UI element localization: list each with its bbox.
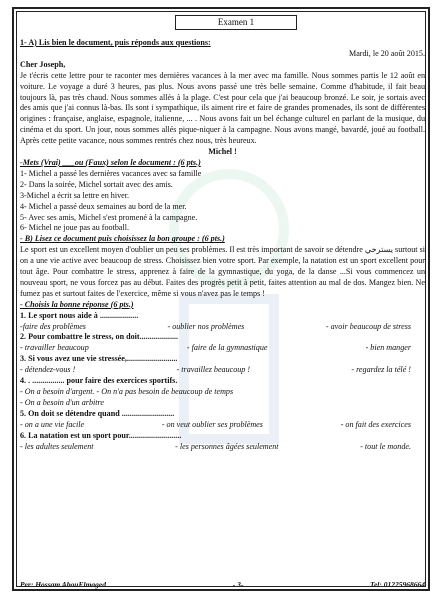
mcq-question [20, 431, 425, 453]
question-text: 2. Pour combattre le stress, on doit................... [20, 332, 179, 342]
letter-greeting: Cher Joseph, [20, 59, 66, 69]
option: - On a besoin d'argent. - On n'a pas besoin de beaucoup de temps [20, 387, 234, 396]
option: - détendez-vous ! [20, 365, 76, 375]
exam-content [20, 38, 425, 452]
option: - on veut oublier ses problèmes [161, 419, 263, 429]
footer-author: Per: Hossam AbouElmaged [20, 580, 106, 589]
options-row [20, 420, 425, 431]
option: - travailler beaucoup [20, 343, 89, 353]
options-row [20, 365, 425, 376]
true-false-heading: -Mets (Vrai) ___ou (Faux) selon le document : (6 pts.) [20, 157, 201, 167]
option: - avoir beaucoup de stress [325, 321, 411, 331]
exam-title: Examen 1 [175, 15, 297, 30]
option: -faire des problèmes [20, 321, 86, 331]
option: - oublier nos problèmes [167, 321, 245, 331]
list-item: 3-Michel a écrit sa lettre en hiver. [20, 190, 129, 200]
question-text: 1. Le sport nous aide à ................... [20, 310, 139, 320]
mcq-question [20, 332, 425, 354]
letter-body: Je t'écris cette lettre pour te raconter mes dernières vacances à la mer avec ma famille. Nous sommes partis le 12 août en voiture. Le voyage a duré 3 heures, pas plus. Nous avons passé une très belle semaine. Comme d'habitude, il fait beau toujours là, pas très chaud. Nous sommes allés à la plage. C'est pour cela que j'ai beaucoup bronzé. Le soir, je sortais avec des amis que j'ai connus là-bas. Ils sont i sympathique, ils aiment rire et faire de grandes promenades, ils sont de différentes origines : française, anglaise, espagnole, italienne, ... . Nous avons fait un bel échange culturel en parlant de la musique, du cinéma et du sport. Un jour, nous sommes allés pique-niquer à la campagne. Nous avons mangé, bavardé, joué au football. Après cette petite vacance, nous sommes rentrés chez nous, très heureux. [20, 70, 425, 146]
section1-heading: 1- A) Lis bien le document, puis réponds aux questions: [20, 38, 211, 47]
option: - les personnes âgées seulement [175, 441, 279, 451]
exam-page [12, 7, 430, 591]
question-text: 3. Si vous avez une vie stressée,......................... [20, 354, 178, 364]
option: - on fait des exercices [340, 419, 411, 429]
section-b-heading: - B) Lisez ce document puis choisissez la bon groupe : (6 pts.) [20, 234, 225, 244]
list-item: 4- Michel a passé deux semaines au bord de la mer. [20, 201, 187, 211]
letter-date: Mardi, le 20 août 2015. [349, 48, 425, 58]
option: - regardez la télé ! [351, 365, 411, 375]
mcq-question [20, 376, 425, 409]
option: - tout le monde. [360, 441, 411, 451]
mcq-question [20, 311, 425, 333]
question-text: 6. La natation est un sport pour.......................... [20, 430, 182, 440]
options-row [20, 322, 425, 333]
true-false-list [20, 169, 425, 234]
option: - faire de la gymnastique [186, 343, 268, 353]
page-footer [20, 580, 425, 589]
list-item: 2- Dans la soirée, Michel sortait avec des amis. [20, 179, 173, 189]
option: - on a une vie facile [20, 419, 85, 429]
option: - travaillez beaucoup ! [176, 365, 251, 375]
mcq-question [20, 354, 425, 376]
question-text: 5. On doit se détendre quand .......................... [20, 408, 175, 418]
question-text: 4. . ................ pour faire des exercices sportifs. [20, 376, 178, 386]
options-row [20, 343, 425, 354]
option: - On a besoin d'un arbitre [20, 397, 104, 407]
footer-phone: Tel: 01225968664 [370, 580, 425, 589]
mcq-heading: - Choisis la bonne réponse (6 pts.) [20, 299, 134, 309]
options-row [20, 442, 425, 453]
section-b-text: Le sport est un excellent moyen d'oublier un peu ses problèmes. Il est très important de savoir se détendre يسترخي surtout si on a une vie active avec beaucoup de stress. Choisissez bien votre sport. Par exemple, la natation est un sport excellent pour tout âge. Pour combattre le stress, apprenez à faire de la gymnastique, du yoga, de la danse ...Si vous commencez un nouveau sport, ne vous forcez pas au début. Faites des progrès petit à petit, faites attention au mal de dos. Mangez bien. Ne fumez pas et surtout faites de l'exercice, même si vous n'avez pas le temps ! [20, 245, 425, 298]
list-item: 6- Michel ne joue pas au football. [20, 223, 130, 233]
option: - bien manger [365, 343, 411, 353]
list-item: 5- Avec ses amis, Michel s'est promené à la campagne. [20, 212, 198, 222]
letter-signature: Michel ! [208, 147, 237, 157]
mcq-question [20, 409, 425, 431]
option: - les adultes seulement [20, 441, 94, 451]
footer-page-number: - 3- [232, 580, 244, 589]
list-item: 1- Michel a passé les dernières vacances avec sa famille [20, 168, 202, 178]
